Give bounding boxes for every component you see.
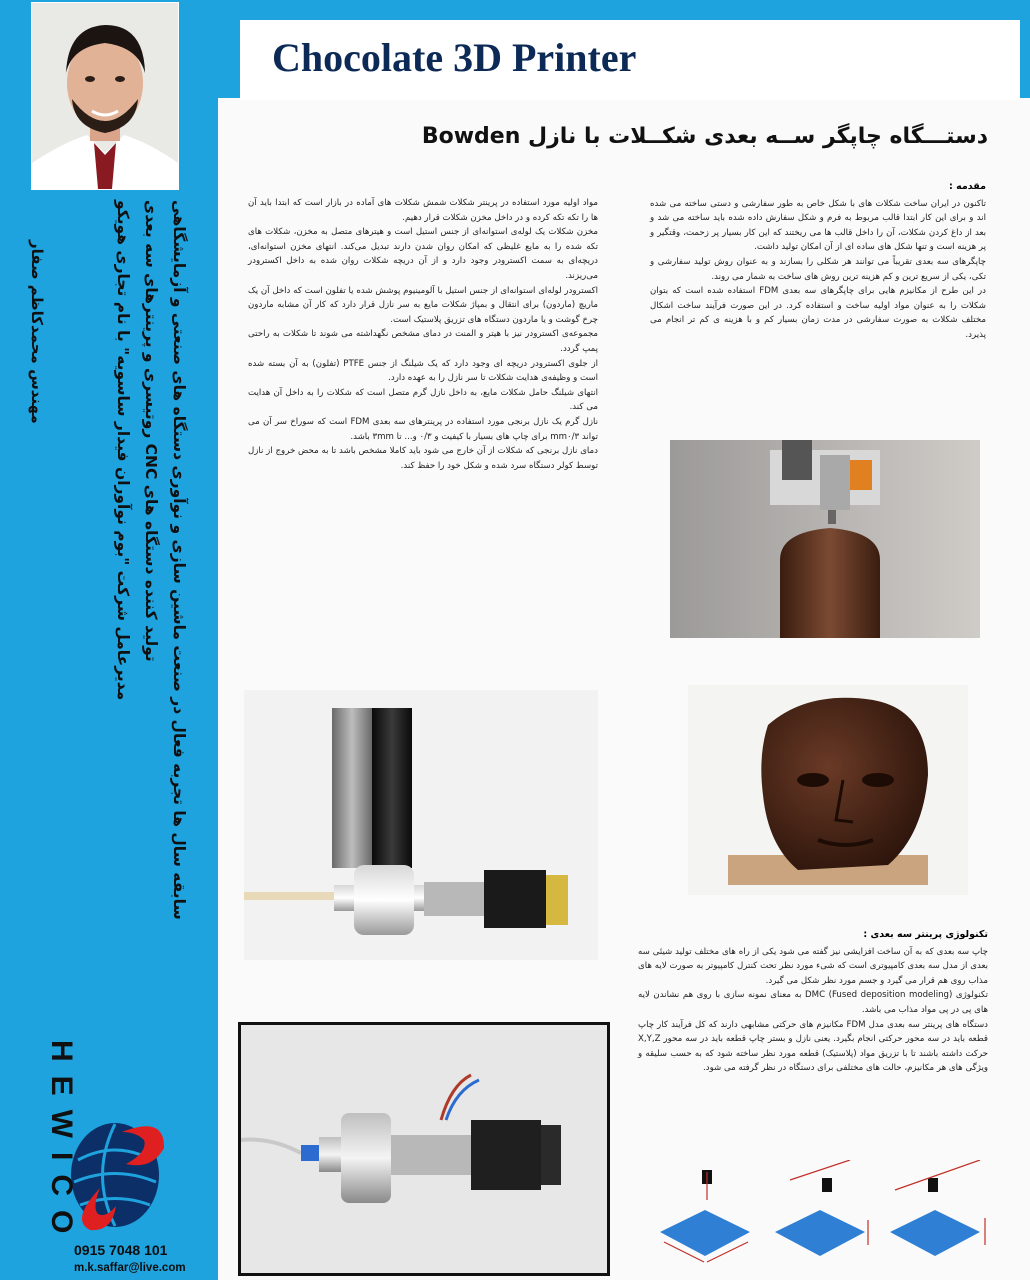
process-paragraph-8: دمای نازل برنجی که شکلات از آن خارج می شود باید کاملا مشخص باشد تا به محض خروج از نازل توسط کولر دستگاه سرد شده و شکل خود را حفظ کند.	[248, 446, 598, 471]
extruder-render-image	[244, 690, 598, 960]
english-title: Chocolate 3D Printer	[272, 35, 637, 80]
intro-paragraph-2: چاپگرهای سه بعدی تقریباً می توانند هر شکلی را بسازند و به عنوان روش تولید سفارشی و تکی، یکی از سریع ترین و کم هزینه ترین روش های ساخت به شمار می روند.	[650, 256, 986, 282]
sidebar-line-1: مدیرعامل شرکت "بوم نوآوران فیدار ساسویه" با نام تجاری هویکو	[114, 200, 132, 701]
technology-heading: تکنولوژی پرینتر سه بعدی :	[863, 929, 988, 940]
process-paragraph-6: انتهای شیلنگ حامل شکلات مایع، به داخل نازل گرم متصل است که شکلات را به داخل آن هدایت می کند.	[248, 387, 598, 413]
intro-paragraph-3: در این طرح از مکانیزم هایی برای چاپگرهای سه بعدی FDM استفاده شده است که بتوان شکلات را به عنوان مواد اولیه ساخت و استفاده کرد. در این صورت فرآیند ساخت اشکال مختلف شکلات به صورت سفارشی در مدت زمان بسیار کم و با هزینه ی کم تر انجام می پذیرد.	[650, 286, 986, 340]
process-paragraph-4: مجموعه‌ی اکسترودر نیز با هیتر و المنت در دمای مشخص نگهداشته می شوند تا شکلات به راحتی پمپ گردد.	[248, 329, 598, 354]
brand-name: HEWICO	[45, 1040, 78, 1248]
process-paragraph-2: مخزن شکلات یک لوله‌ی استوانه‌ای از جنس استیل است و هیترهای متصل به مخزن، شکلات های تکه شده را به مایع غلیظی که امکان روان شدن دارند تبدیل می‌کند. انتهای مخزن استوانه‌ای، دریچه‌ای به سمت اکسترودر وجود دارد و از آن دریچه شکلات روان شده به داخل اکسترودر می‌ریزند.	[248, 227, 598, 281]
technology-paragraph-1: چاپ سه بعدی که به آن ساخت افزایشی نیز گفته می شود یکی از راه های مختلف تولید شیئی سه بعدی از مدل سه بعدی کامپیوتری است که شیء مورد نظر تحت کنترل کامپیوتر به صورت لایه های مذاب روی هم قرار می گیرد و جسم مورد نظر شکل می گیرد.	[638, 946, 988, 986]
sidebar-line-3: سابقه سال ها تجربه فعال در صنعت ماشین سازی و نوآوری دستگاه های صنعتی و آزمایشگاهی	[170, 200, 188, 920]
axis-diagram-2	[775, 1160, 868, 1256]
technology-column	[638, 928, 988, 1076]
technology-paragraph-3: دستگاه های پرینتر سه بعدی مدل FDM مکانیزم های حرکتی مشابهی دارند که کل فرآیند کار چاپ قطعه باید در سه محور حرکتی انجام بگیرد. یعنی نازل و بستر چاپ قطعه باید در سه محور X,Y,Z حرکت داشته باشند تا با تزریق مواد (پلاستیک) قطعه مورد نظر ساخته شود که به حسب سلیقه و ویژگی های هر مکانیزم، حالت های مختلفی برای دستگاه در نظر گرفته می شود.	[638, 1019, 988, 1074]
axis-diagram-1	[660, 1170, 750, 1262]
axis-diagram-3	[890, 1160, 985, 1256]
process-paragraph-7: نازل گرم یک نازل برنجی مورد استفاده در پرینترهای سه بعدی FDM است که سوراخ سر آن می تواند mm۰/۳ برای چاپ های بسیار با کیفیت و ۰/۳ و... تا ۳mm باشد.	[248, 416, 599, 442]
intro-paragraph-1: تاکنون در ایران ساخت شکلات های با شکل خاص به طور سفارشی و دستی ساخته می شده اند و برای این کار ابتدا قالب مربوط به فرم و شکل سفارش داده شده باید ساخته می شد و بعد از داغ کردن شکلات، آن را داخل قالب ها می ریختند که این کار بسیار پر زحمت، وقتگیر و پر هزینه است و تنها شکل های ساده ای از آن امکان تولید داشت.	[650, 198, 986, 253]
intro-column	[650, 180, 986, 343]
sidebar-line-2: تولید کننده دستگاه های CNC روتیسری و پرینترهای سه بعدی	[142, 200, 160, 662]
process-column	[248, 196, 598, 473]
portrait-photo	[31, 2, 179, 190]
engineer-name: مهندس محمدکاظم صفار	[28, 240, 46, 424]
chocolate-face-photo	[688, 685, 968, 895]
process-paragraph-3: اکسترودر لوله‌ای استوانه‌ای از جنس استیل با آلومینیوم پوشش شده یا تفلون است که داخل آن یک ماریچ (ماردون) برای انتقال و بمپاژ شکلات مایع به سر نازل قرار دارد که کار آن مشابه ماردون چرخ گوشت و یا ماردون دستگاه های تزریق پلاستیک است.	[248, 285, 598, 325]
persian-title: دستـــگاه چاپگر ســه بعدی شکــلات با نازل Bowden	[421, 124, 988, 149]
phone-number: 0915 7048 101	[74, 1242, 168, 1258]
process-paragraph-5: از جلوی اکسترودر دریچه ای وجود دارد که یک شیلنگ از جنس PTFE (تفلون) به آن بسته شده است و وظیفه‌ی هدایت شکلات تا سر نازل را به عهده دارد.	[248, 358, 598, 384]
printing-vase-photo	[670, 440, 980, 638]
extruder-photo	[238, 1022, 610, 1276]
intro-heading: مقدمه :	[949, 181, 986, 192]
email-address: m.k.saffar@live.com	[74, 1262, 186, 1274]
process-paragraph-1: مواد اولیه مورد استفاده در پرینتر شکلات شمش شکلات های آماده در بازار است که ابتدا باید آن ها را تکه تکه کرده و در داخل مخزن شکلات قرار دهیم.	[248, 198, 598, 223]
technology-paragraph-2: تکنولوژی DMC (Fused deposition modeling) به معنای نمونه سازی با روی هم نشاندن لایه های پی در پی مواد مذاب می باشد.	[638, 990, 988, 1015]
